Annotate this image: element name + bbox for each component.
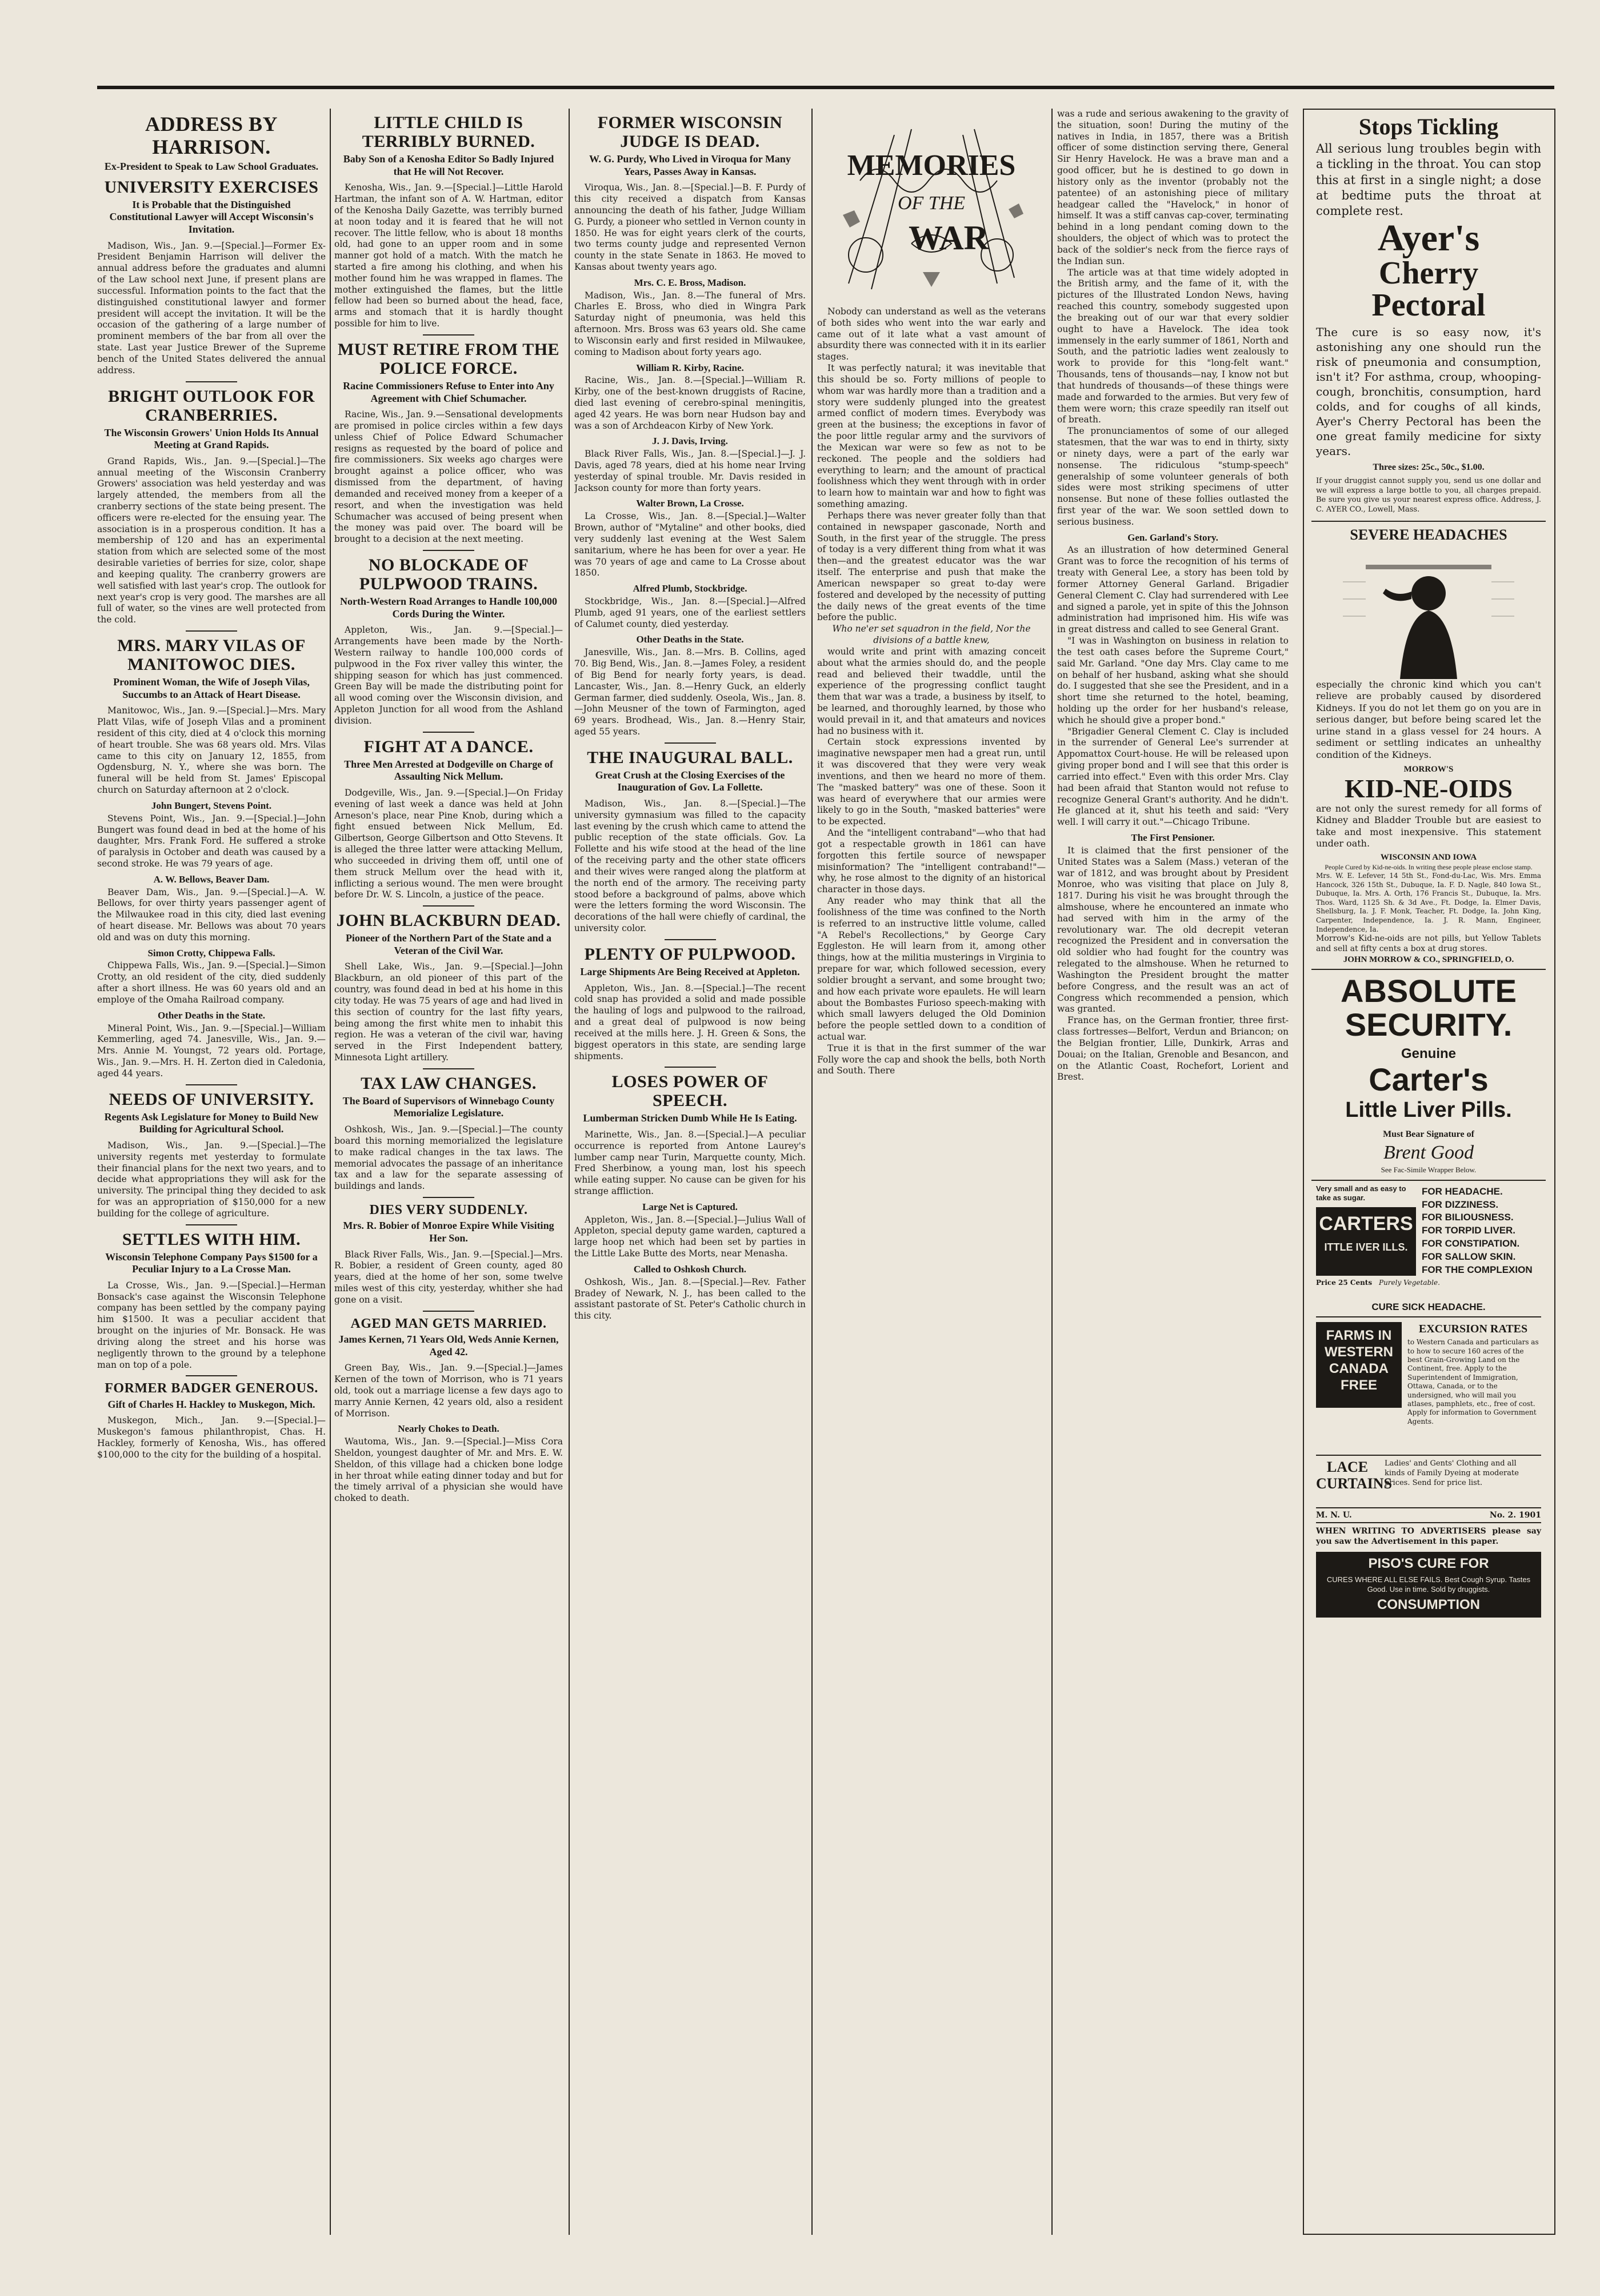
article-university-exercises: Madison, Wis., Jan. 9.—[Special.]—Former Ex-President Benjamin Harrison will deliver the annual address before the graduates and alumni of the Law school next June, if present plans are successful. Information points to the fact that the distinguished constitutional lawyer and former president will accept the invitation. It will be the occasion of the gathering of a large number of prominent members of the bar from all over the state. Last year Justice Brewer of the Supreme bench of the United States delivered the annual address.	[97, 240, 326, 376]
article-other-deaths-2: Janesville, Wis., Jan. 8.—Mrs. B. Collins, aged 70. Big Bend, Wis., Jan. 8.—James Foley, a resident of Big Bend for nearly forty years, is dead. Lancaster, Wis., Jan. 8.—Henry Guck, an elderly German farmer, died suddenly. Oseola, Wis., Jan. 8.—John Meusner of the town of Farmington, aged 69 years. Brodhead, Wis., Jan. 8.—Henry Stair, aged 55 years.	[574, 647, 806, 737]
article-settles: La Crosse, Wis., Jan. 9.—[Special.]—Herman Bonsack's case against the Wisconsin Telephone company has been settled by the company paying him $1500. It was a peculiar accident that brought on the injuries of Mr. Bonsack. He was driving along the street and his horse was negligently thrown to the ground by a telephone man on top of a pole.	[97, 1280, 326, 1370]
separator	[665, 1067, 716, 1068]
ad-stops-tickling-head: Stops Tickling	[1358, 114, 1499, 139]
article-inaugural-ball: Madison, Wis., Jan. 8.—[Special.]—The university gymnasium was filled to the capacity last evening by the crush which came to attend the public reception of the state officials. Gov. La Follette and his wife stood at the head of the line of the receiving party and the other state officers and their wives were ranged along the platform at the north end of the armory. The receiving party stood before a background of palms, above which were the letters forming the word Wisconsin. The decorations of the hall were chiefly of cardinal, the university color.	[574, 798, 806, 934]
separator	[423, 1311, 474, 1312]
deck-tax-law: The Board of Supervisors of Winnebago County Memorialize Legislature.	[342, 1095, 555, 1119]
ad-use-item: FOR SALLOW SKIN.	[1422, 1251, 1516, 1263]
headline-police-force: MUST RETIRE FROM THE POLICE FORCE.	[337, 340, 560, 378]
ad-facsimile: See Fac-Simile Wrapper Below.	[1381, 1165, 1477, 1174]
article-fight-dance: Dodgeville, Wis., Jan. 9.—[Special.]—On Friday evening of last week a dance was held at John Arneson's place, near Pine Knob, during which a fight ensued between Nick Mellum, Ed. Gilbertson, George Gilbertson and Otto Stevens. It is alleged the three latter were attacking Mellum, who succeeded in driving them off, until one of them struck Mellum over the head with it, inflicting a serious wound. The men were brought before Dr. W. S. Lincoln, a justice of the peace.	[334, 787, 563, 900]
top-rule	[97, 86, 1554, 89]
deck-needs-university: Regents Ask Legislature for Money to Build New Building for Agricultural School.	[104, 1111, 319, 1135]
ad-excursion-body: to Western Canada and particulars as to how to secure 160 acres of the best Grain-Growing Land on the Continent, free. Apply to the Superintendent of Immigration, Ottawa, Canada, or to the undersigned, who will mail you atlases, pamphlets, etc., free of cost. Apply for information to Government Agents.	[1407, 1338, 1539, 1425]
ad-carters-uses	[1422, 1185, 1536, 1277]
article-war-p2: It was perfectly natural; it was inevitable that this should be so. Forty millions of people to whom war was hardly more than a tradition and a story were suddenly plunged into the greatest armed conflict of modern times. Everybody was green at the business; the exceptions in favor of the poor little regular army and the survivors of the Mexican war were so few as not to be reckoned. The people and the soldiers had everything to learn; and the amount of practical foolishness which they went through with in order to learn how to maintain war and how to fight was something amazing.	[817, 363, 1046, 510]
headline-vilas: MRS. MARY VILAS OF MANITOWOC DIES.	[117, 636, 306, 674]
column-rule	[811, 109, 813, 2235]
subhead-net: Large Net is Captured.	[642, 1201, 738, 1212]
subhead-davis: J. J. Davis, Irving.	[652, 436, 728, 447]
article-hackley: Muskegon, Mich., Jan. 9.—[Special.]—Muskegon's famous philanthropist, Chas. H. Hackley, formerly of Kenosha, Wis., has offered $100,000 to the city for the building of a hospital.	[97, 1415, 326, 1460]
memories-of-the-war-illustration	[826, 112, 1037, 301]
article-war-continued-2: The article was at that time widely adopted in the British army, and the fame of it, with the pictures of the Illustrated London News, having reached this country, somebody suggested upon the breaking out of our war that every soldier ought to have a Havelock. The idea took immensely in the early summer of 1861, North and South, and the patriotic ladies went zealously to work to provide for this "long-felt want." Thousands, tens of thousands—nay, I know not but that hundreds of thousands—of these things were made and forwarded to the armies. But very few of them were worn; this craze speedily ran itself out of breath.	[1057, 267, 1289, 425]
article-war-p1: Nobody can understand as well as the veterans of both sides who went into the war early and came out of it late what a vast amount of absurdity there was connected with it in its earlier stages.	[817, 306, 1046, 362]
article-garland-2: "I was in Washington on business in relation to the test oath cases before the Supreme Court," said Mr. Garland. "One day Mrs. Clay came to me on behalf of her husband, asking what she should do. I suggested that she see the President, and in a short time she returned to the hotel, beaming, holding up the order for her husband's release, which he should give a proper bond."	[1057, 636, 1289, 725]
headline-dies-suddenly: DIES VERY SUDDENLY.	[369, 1202, 528, 1217]
subhead-kirby: William R. Kirby, Racine.	[636, 362, 744, 373]
ad-security: SECURITY.	[1345, 1007, 1513, 1043]
ad-mnu-line	[1316, 1507, 1541, 1522]
deck-police-force: Racine Commissioners Refuse to Enter into Any Agreement with Chief Schumacher.	[343, 380, 554, 404]
ad-pisos	[1316, 1552, 1541, 1618]
ad-mnu-number: No. 2. 1901	[1489, 1511, 1541, 1520]
ad-people-list: Mrs. W. E. Lefever, 14 5th St., Fond-du-Lac, Wis. Mrs. Emma Hancock, 326 15th St., Dubuque, Ia. F. D. Nagle, 840 Iowa St., Dubuque, Ia. Mrs. A. Orth, 176 Francis St., Dubuque, Ia. Mrs. Thos. Ward, 1125 Sh. & 3d Ave., Ft. Dodge, Ia. Elmer Davis, Shellsburg, Ia. J. F. Monk, Teacher, Ft. Dodge, Ia. John King, Carpenter, Independence, Ia. J. R. Mann, Engineer, Independence, Ia.	[1316, 872, 1541, 933]
article-dies-suddenly: Black River Falls, Wis., Jan. 9.—[Special.]—Mrs. R. Bobier, a resident of Green county, aged 80 years, died at the home of her son, some twelve miles west of this city, yesterday, whither she had gone on a visit.	[334, 1249, 563, 1305]
article-aged-man: Green Bay, Wis., Jan. 9.—[Special.]—James Kernen of the town of Morrison, who is 71 years old, took out a marriage license a few days ago to marry Annie Kernen, 42 years old, also a resident of Morrison.	[334, 1363, 563, 1419]
subhead-crotty: Simon Crotty, Chippewa Falls.	[147, 947, 275, 959]
separator	[186, 1084, 237, 1085]
ad-lace-curtains: LACE CURTAINS	[1316, 1459, 1392, 1492]
ad-lace	[1316, 1455, 1541, 1507]
ad-pectoral-head: Pectoral	[1371, 287, 1486, 323]
article-war-p5: Certain stock expressions invented by imaginative newspaper men had a great run, until it was discovered that they were very weak inventions, and then we heard no more of them. The "masked battery" was one of these. Soon it was heard of everywhere that our armies were likely to go in the South, "masked batteries" were to be expected.	[817, 737, 1046, 827]
column-rule	[569, 109, 570, 2235]
deck-vilas: Prominent Woman, the Wife of Joseph Vilas, Succumbs to an Attack of Heart Disease.	[113, 676, 310, 700]
column-6-advertisements	[1311, 109, 1546, 2235]
column-2	[334, 109, 563, 2235]
article-war-verse: Who ne'er set squadron in the field, Nor the divisions of a battle knew,	[832, 624, 1031, 646]
ad-price: Price 25 Cents	[1316, 1278, 1373, 1287]
column-3	[574, 109, 806, 2235]
article-oshkosh: Oshkosh, Wis., Jan. 8.—[Special.]—Rev. Father Bradey of Newark, N. J., has been called to the assistant pastorate of St. Peter's Catholic church in this city.	[574, 1276, 806, 1321]
ad-carters: Carter's	[1369, 1061, 1489, 1097]
headline-harrison: ADDRESS BY HARRISON.	[145, 113, 278, 158]
separator	[665, 939, 716, 940]
illustration-title-line2: OF THE	[897, 193, 966, 214]
deck-cranberries: The Wisconsin Growers' Union Holds Its Annual Meeting at Grand Rapids.	[104, 426, 319, 451]
ad-pisos-head: PISO'S CURE FOR	[1368, 1556, 1489, 1572]
ad-carters-box-title: CARTERS	[1319, 1212, 1413, 1235]
subhead-chokes: Nearly Chokes to Death.	[398, 1423, 499, 1435]
article-first-pensioner: It is claimed that the first pensioner of the United States was a Salem (Mass.) veteran of the war of 1812, and was brought about by President Monroe, who was visiting that place on July 8, 1817. During his visit he was brought through the almshouse, where he encountered an inmate who had served with him in the army of the revolutionary war. The old decrepit veteran recognized the President and in conversation the old soldier who had fought for the country was relegated to the almshouse. When he returned to Washington the President brought the matter before Congress, and the result was an act of Congress which recommended a pension, which was granted.	[1057, 845, 1289, 1015]
article-former-judge: Viroqua, Wis., Jan. 8.—[Special.]—B. F. Purdy of this city received a dispatch from Kansas announcing the death of his father, Judge William G. Purdy, a pioneer who settled in Vernon county in 1850. He was for eight years clerk of the courts, two terms county judge and represented Vernon county in the state Senate in 1863. He moved to Kansas about twenty years ago.	[574, 182, 806, 272]
ad-use-item: FOR TORPID LIVER.	[1422, 1225, 1516, 1236]
ad-morrows-label: MORROW'S	[1403, 765, 1454, 774]
ad-excursion-head: EXCURSION RATES	[1418, 1323, 1528, 1336]
headline-cranberries: BRIGHT OUTLOOK FOR CRANBERRIES.	[108, 386, 315, 425]
ad-pisos-cures: CURES WHERE ALL ELSE FAILS. Best Cough Syrup. Tastes Good. Use in time. Sold by druggists.	[1326, 1575, 1531, 1594]
article-war-p3: Perhaps there was never greater folly than that contained in newspaper gasconade, North and South, in the first year of the struggle. The press of today is a very different thing from what it was then—and the greatest educator was the war itself. The enterprise and push that make the American newspaper so great to-day were fostered and developed by the necessity of putting the daily news of the great events of the time before the public.	[817, 510, 1046, 623]
deck-aged-man: James Kernen, 71 Years Old, Weds Annie Kernen, Aged 42.	[338, 1333, 559, 1357]
ad-use-item: FOR CONSTIPATION.	[1422, 1238, 1520, 1249]
deck-inaugural-ball: Great Crush at the Closing Exercises of the Inauguration of Gov. La Follette.	[595, 769, 785, 793]
article-garland: As an illustration of how determined General Grant was to force the recognition of his terms of treaty with General Lee, a story has been told by former Attorney General Garland. Brigadier General Clement C. Clay had surrendered with Lee and signed a parole, yet in spite of this the Johnson administration had imprisoned him. His wife was in great distress and called to see General Grant.	[1057, 545, 1289, 635]
subhead-other-deaths: Other Deaths in the State.	[157, 1009, 266, 1021]
ad-genuine: Genuine	[1401, 1045, 1456, 1061]
deck-pulpwood-trains: North-Western Road Arranges to Handle 100,000 Cords During the Winter.	[340, 596, 557, 620]
ad-ayers-footer: If your druggist cannot supply you, send us one dollar and we will express a large bottle to you, all charges prepaid. Be sure you give us your nearest express office. Address, J. C. AYER CO., Lowell, Mass.	[1316, 477, 1541, 514]
article-france: France has, on the German frontier, three first-class fortresses—Belfort, Verdun and Briancon; on the Belgian frontier, Lille, Dunkirk, Arras and Douai; on the Italian, Grenoble and Besancon, and on the Atlantic Coast, Rochefort, Lorient and Brest.	[1057, 1015, 1289, 1083]
ad-use-item: FOR DIZZINESS.	[1422, 1199, 1499, 1210]
ad-canada	[1316, 1316, 1541, 1455]
headline-inaugural-ball: THE INAUGURAL BALL.	[587, 748, 793, 767]
article-loses-speech: Marinette, Wis., Jan. 8.—[Special.]—A peculiar occurrence is reported from Antone Laurey's lumber camp near Turin, Marquette county, Mich. Fred Sherbinow, a young man, lost his speech while eating supper. No cause can be given for his strange affliction.	[574, 1129, 806, 1197]
article-pulpwood-trains: Appleton, Wis., Jan. 9.—[Special.]—Arrangements have been made by the North-Western railway to handle 100,000 cords of pulpwood in the Fox river valley this winter, the shipping season for which has just commenced. Green Bay will be made the distributing point for all wood coming over the Wisconsin division, and Appleton Junction for all wood from the Ashland division.	[334, 625, 563, 726]
column-4	[817, 109, 1046, 2235]
deck-pulpwood: Large Shipments Are Being Received at Appleton.	[580, 965, 800, 977]
column-rule	[1051, 109, 1053, 2235]
article-vilas: Manitowoc, Wis., Jan. 9.—[Special.]—Mrs. Mary Platt Vilas, wife of Joseph Vilas and a prominent resident of this city, died at 4 o'clock this morning of heart trouble. She was 68 years old. Mrs. Vilas came to this city on January 12, 1855, from Ogdensburg, N. Y., where she was born. The funeral will be held from St. James' Episcopal church on Saturday afternoon at 2 o'clock.	[97, 705, 326, 796]
ad-stops-tickling-body: All serious lung troubles begin with a tickling in the throat. You can stop this at first in a single night; a dose at bedtime puts the throat at complete rest.	[1316, 142, 1541, 218]
headline-blackburn: JOHN BLACKBURN DEAD.	[336, 911, 561, 931]
article-tax-law: Oshkosh, Wis., Jan. 9.—[Special.]—The county board this morning memorialized the legislature to make radical changes in the tax laws. The memorial advocates the passage of an inheritance tax and a law for the separate assessing of buildings and lands.	[334, 1124, 563, 1192]
ad-cure-sick-headache: CURE SICK HEADACHE.	[1371, 1301, 1486, 1312]
ad-kidneoids-head: KID-NE-OIDS	[1345, 774, 1513, 804]
column-5	[1057, 109, 1289, 2235]
ad-cherry-head: Cherry	[1378, 255, 1479, 291]
ad-headaches-head: SEVERE HEADACHES	[1311, 521, 1546, 544]
ad-use-item: FOR THE COMPLEXION	[1422, 1264, 1533, 1276]
headline-needs-university: NEEDS OF UNIVERSITY.	[109, 1089, 314, 1109]
article-blackburn: Shell Lake, Wis., Jan. 9.—[Special.]—John Blackburn, an old pioneer of this part of the country, was found dead in bed at his home in this city today. He was 75 years of age and had lived in this section of country for the last fifty years, being among the first white men to inhabit this region. He was a veteran of the civil war, having served in the First Independent battery, Minnesota Light artillery.	[334, 961, 563, 1063]
deck-fight-dance: Three Men Arrested at Dodgeville on Charge of Assaulting Nick Mellum.	[344, 758, 553, 782]
ad-morrow-company: JOHN MORROW & CO., SPRINGFIELD, O.	[1311, 955, 1546, 970]
article-plumb: Stockbridge, Wis., Jan. 8.—[Special.]—Alfred Plumb, aged 91 years, one of the earliest settlers of Calumet county, died yesterday.	[574, 596, 806, 629]
headline-pulpwood: PLENTY OF PULPWOOD.	[584, 944, 796, 964]
ad-kidney-body: especially the chronic kind which you can't relieve are probably caused by disordered Kidneys. If you do not let them go on you are in serious danger, but before being scared let the urine stand in a glass vessel for 24 hours. A sediment or settling indicates an unhealthy condition of the Kidneys.	[1316, 678, 1541, 760]
ad-kidneoids-body: are not only the surest remedy for all forms of Kidney and Bladder Trouble but are easiest to take and most inexpensive. This statement under oath.	[1316, 802, 1541, 849]
ad-wisconsin-iowa: WISCONSIN AND IOWA	[1380, 852, 1477, 862]
deck-hackley: Gift of Charles H. Hackley to Muskegon, Mich.	[107, 1398, 315, 1410]
ad-pisos-consumption: CONSUMPTION	[1377, 1597, 1480, 1613]
article-garland-3: "Brigadier General Clement C. Clay is included in the surrender of General Lee's surrender at Appomattox Court-house. He will be released upon giving proper bond and I will see that this order is carried into effect." Even with this order Mrs. Clay had been afraid that Stanton would not refuse to recognize General Grant's authority. And he didn't. He glanced at it, shut his teeth and said: "Very well. I will carry it out."—Chicago Tribune.	[1057, 726, 1289, 828]
newspaper-page	[97, 86, 1554, 2258]
subhead-first-pensioner: The First Pensioner.	[1131, 832, 1215, 844]
headline-settles: SETTLES WITH HIM.	[122, 1229, 301, 1249]
article-war-p4: would write and print with amazing conceit about what the armies should do, and the people read and believed their twaddle, until the experience of the progressing conflict taught them that war was a trade, a business by itself, to be learned, and thoroughly learned, by those who would prevail in it, and that amateurs and novices had no business with it.	[817, 646, 1046, 736]
subhead-plumb: Alfred Plumb, Stockbridge.	[633, 583, 747, 594]
deck-settles: Wisconsin Telephone Company Pays $1500 for a Peculiar Injury to a La Crosse Man.	[105, 1251, 318, 1275]
separator	[423, 550, 474, 551]
woman-headache-illustration	[1343, 548, 1514, 679]
separator	[186, 630, 237, 632]
article-child-burned: Kenosha, Wis., Jan. 9.—[Special.]—Little Harold Hartman, the infant son of A. W. Hartman, editor of the Kenosha Daily Gazette, was terribly burned at noon today and it is feared that he will not recover. The little fellow, who is about 18 months old, had gone to an upper room and in some manner got hold of a match. With the match he started a fire among his clothing, and when his mother found him he was wrapped in flames. The mother extinguished the flames, but the little fellow had been so burned about the head, face, arms and stomach that it is hardly thought possible for him to live.	[334, 182, 563, 329]
subhead-other-deaths-2: Other Deaths in the State.	[636, 634, 744, 645]
separator	[423, 1197, 474, 1198]
deck-dies-suddenly: Mrs. R. Bobier of Monroe Expire While Visiting Her Son.	[343, 1220, 554, 1244]
ad-morrows-footer: Morrow's Kid-ne-oids are not pills, but Yellow Tablets and sell at fifty cents a box at drug stores.	[1316, 934, 1541, 954]
headline-child-burned: LITTLE CHILD IS TERRIBLY BURNED.	[362, 113, 535, 151]
ad-carters-box-graphic	[1316, 1207, 1416, 1276]
article-bellows: Beaver Dam, Wis., Jan. 9.—[Special.]—A. W. Bellows, for over thirty years passenger agent of the Milwaukee road in this city, died last evening of heart disease. Mr. Bellows was about 70 years old and was on duty this morning.	[97, 887, 326, 943]
separator	[665, 742, 716, 744]
ad-ayers-head: Ayer's	[1377, 217, 1480, 259]
article-pulpwood: Appleton, Wis., Jan. 8.—[Special.]—The recent cold snap has provided a solid and made possible the hauling of logs and pulpwood to the railroad, and a great deal of pulpwood is now being received at the mills here. J. H. Green & Sons, the biggest operators in this state, are sending large shipments.	[574, 983, 806, 1061]
subhead-bross: Mrs. C. E. Bross, Madison.	[634, 277, 746, 288]
separator	[423, 732, 474, 733]
deck-former-judge: W. G. Purdy, Who Lived in Viroqua for Many Years, Passes Away in Kansas.	[589, 153, 791, 177]
headline-former-judge: FORMER WISCONSIN JUDGE IS DEAD.	[597, 113, 783, 151]
article-net: Appleton, Wis., Jan. 8.—[Special.]—Julius Wall of Appleton, special deputy game warden, captured a large hoop net which had been set by parties in the Little Lake Butte des Morts, near Menasha.	[574, 1214, 806, 1259]
ad-ayers-sizes: Three sizes: 25c., 50c., $1.00.	[1373, 462, 1485, 472]
ad-ayers-body: The cure is so easy now, it's astonishing any one should run the risk of pneumonia and consumption, isn't it? For asthma, croup, whooping-cough, bronchitis, consumption, hard colds, and for coughs of all kinds, Ayer's Cherry Pectoral has been the one great family medicine for sixty years.	[1316, 325, 1541, 458]
separator	[423, 905, 474, 907]
ad-lace-body: Ladies' and Gents' Clothing and all kinds of Family Dyeing at moderate prices. Send for price list.	[1385, 1459, 1519, 1488]
article-bungert: Stevens Point, Wis., Jan. 9.—[Special.]—John Bungert was found dead in bed at the home of his daughter, Mrs. Frank Ford. He suffered a stroke of paralysis in October and death was caused by a second stroke. He was 79 years of age.	[97, 813, 326, 869]
subhead-bellows: A. W. Bellows, Beaver Dam.	[153, 873, 270, 885]
article-crotty: Chippewa Falls, Wis., Jan. 9.—[Special.]—Simon Crotty, an old resident of the city, died suddenly after a short illness. He was 60 years old and an employe of the Omaha Railroad company.	[97, 960, 326, 1005]
deck-loses-speech: Lumberman Stricken Dumb While He Is Eating.	[583, 1112, 797, 1124]
article-brown: La Crosse, Wis., Jan. 8.—[Special.]—Walter Brown, author of "Mytaline" and other books, died very suddenly last evening at the West Salem sanitarium, where he has been for over a year. He was 70 years of age and came to La Crosse about 1850.	[574, 511, 806, 578]
article-davis: Black River Falls, Wis., Jan. 8.—[Special.]—J. J. Davis, aged 78 years, died at his home near Irving yesterday of spinal trouble. Mr. Davis resided in Jackson county for more than forty years.	[574, 449, 806, 493]
ad-when-writing: WHEN WRITING TO ADVERTISERS please say you saw the Advertisement in this paper.	[1316, 1522, 1541, 1547]
headline-tax-law: TAX LAW CHANGES.	[361, 1073, 537, 1093]
article-cranberries: Grand Rapids, Wis., Jan. 9.—[Special.]—The annual meeting of the Wisconsin Cranberry Growers' association was held yesterday and was largely attended, the members from all the cranberry sections of the state being present. The officers were re-elected for the ensuing year. The association is in a prosperous condition. It has a membership of 120 and has an experimental station from which are selected some of the most desirable varieties of berries for size, color, shape and keeping quality. The cranberry growers are well satisfied with last year's crop. The outlook for next year's crop is very good. The marshes are all full of water, so the vines are well protected from the cold.	[97, 456, 326, 625]
ad-mnu: M. N. U.	[1316, 1511, 1352, 1520]
article-police-force: Racine, Wis., Jan. 9.—Sensational developments are promised in police circles within a few days unless Chief of Police Edward Schumacher resigns as requested by the board of police and fire commissioners. Six weeks ago charges were brought against a police officer, who was dismissed from the department, of having demanded and received money from a keeper of a resort, and when the investigation was held Schumacher was accused of being present when the money was paid over. The board will be brought to a decision at the next meeting.	[334, 409, 563, 545]
headline-hackley: FORMER BADGER GENEROUS.	[105, 1381, 318, 1396]
headline-pulpwood-trains: NO BLOCKADE OF PULPWOOD TRAINS.	[359, 556, 538, 594]
subhead-bungert: John Bungert, Stevens Point.	[151, 800, 272, 811]
headline-fight-dance: FIGHT AT A DANCE.	[363, 737, 534, 756]
headline-university-exercises: UNIVERSITY EXERCISES	[104, 177, 319, 197]
ad-carters-box	[1316, 1184, 1541, 1299]
headline-loses-speech: LOSES POWER OF SPEECH.	[611, 1072, 769, 1111]
ad-little-liver-pills: Little Liver Pills.	[1345, 1098, 1512, 1123]
ad-use-item: FOR BILIOUSNESS.	[1422, 1212, 1514, 1223]
separator	[423, 334, 474, 336]
article-kirby: Racine, Wis., Jan. 8.—[Special.]—William R. Kirby, one of the best-known druggists of Racine, died last evening of cerebro-spinal meningitis, aged 42 years. He was born near Hudson bay and was a son of Archdeacon Kirby of New York.	[574, 375, 806, 431]
separator	[186, 1375, 237, 1376]
illustration-title-line3: WAR	[908, 219, 989, 257]
separator	[423, 1068, 474, 1069]
column-rule	[330, 109, 331, 2235]
ad-use-item: FOR HEADACHE.	[1422, 1185, 1503, 1197]
article-other-deaths: Mineral Point, Wis., Jan. 9.—[Special.]—William Kemmerling, aged 74. Janesville, Wis., Jan. 9.—Mrs. Annie M. Youngst, 72 years old. Portage, Wis., Jan. 9.—Mrs. H. H. Zerton died in Caledonia, aged 44 years.	[97, 1023, 326, 1079]
article-war-continued: was a rude and serious awakening to the gravity of the situation, soon! During the mutiny of the natives in India, in 1857, there was a British officer of some distinction serving there, General Sir Henry Havelock. He was a brave man and a good officer, but he is destined to go down in history only as the inventor (probably not the patentee) of an astonishing piece of military headgear called the "Havelock," in honor of himself. It was a stiff canvas cap-cover, terminating behind in a long pendant coming down to the shoulders, the object of which was to protect the back of the soldier's neck from the fierce rays of the Indian sun.	[1057, 109, 1289, 266]
subhead-garland: Gen. Garland's Story.	[1127, 532, 1218, 543]
ad-must-bear: Must Bear Signature of	[1383, 1129, 1474, 1139]
article-chokes: Wautoma, Wis., Jan. 9.—[Special.]—Miss Cora Sheldon, youngest daughter of Mr. and Mrs. E. W. Sheldon, of this village had a chicken bone lodge in her throat while eating dinner today and but for the timely arrival of a physician she would have choked to death.	[334, 1436, 563, 1504]
ad-people-cured: People Cured by Kid-ne-oids. In writing these people please enclose stamp.	[1325, 863, 1533, 871]
ad-absolute: ABSOLUTE	[1341, 973, 1517, 1009]
article-war-p8: True it is that in the first summer of the war Folly wore the cap and shook the bells, both North and South. There	[817, 1043, 1046, 1076]
illustration-title-line1: MEMORIES	[847, 149, 1016, 182]
column-1	[97, 109, 326, 2235]
separator	[186, 1224, 237, 1225]
subhead-brown: Walter Brown, La Crosse.	[636, 498, 744, 509]
separator	[186, 381, 237, 382]
deck-blackburn: Pioneer of the Northern Part of the State and a Veteran of the Civil War.	[345, 932, 552, 956]
subhead-oshkosh: Called to Oshkosh Church.	[633, 1263, 747, 1275]
ad-signature: Brent Good	[1383, 1142, 1474, 1164]
article-needs-university: Madison, Wis., Jan. 9.—[Special.]—The university regents met yesterday to formulate their financial plans for the next two years, and to decide what appropriations they will ask for the university. The principal thing they decided to ask for was an appropriation of $150,000 for a new building for the college of agriculture.	[97, 1140, 326, 1219]
deck-university-exercises: It is Probable that the Distinguished Constitutional Lawyer will Accept Wisconsin's Invitation.	[109, 198, 314, 235]
ad-very-small: Very small and as easy to take as sugar.	[1316, 1184, 1406, 1203]
article-war-continued-3: The pronunciamentos of some of our alleged statesmen, that the war was to end in thirty, sixty or ninety days, were a part of the early war nonsense. The ridiculous "stump-speech" generalship of some volunteer generals of both sides were most striking specimens of utter nonsense. But none of these follies outlasted the first year of the war. We soon settled down to serious business.	[1057, 426, 1289, 527]
deck-child-burned: Baby Son of a Kenosha Editor So Badly Injured that He will Not Recover.	[343, 153, 554, 177]
article-war-p7: Any reader who may think that all the foolishness of the time was confined to the North is referred to an instructive little volume, called "A Rebel's Recollections," by George Cary Eggleston. He will learn from it, among other things, how at the militia musterings in Virginia to prepare for war, which followed secession, every soldier brought a servant, and some brought two; and how each private wore epaulets. He will learn about the Bombastes Furioso speech-making with which small lawyers deluged the Old Dominion before the people settled down to a condition of actual war.	[817, 896, 1046, 1042]
ad-farms-graphic: FARMS IN WESTERN CANADA FREE	[1316, 1322, 1402, 1408]
deck-harrison: Ex-President to Speak to Law School Graduates.	[104, 161, 319, 173]
article-bross: Madison, Wis., Jan. 8.—The funeral of Mrs. Charles E. Bross, who died in Wingra Park Saturday night of pneumonia, was held this afternoon. Mrs. Bross was 63 years old. She came to Wisconsin early and first resided in Milwaukee, coming to Madison about forty years ago.	[574, 290, 806, 357]
ad-purely-vegetable: Purely Vegetable.	[1379, 1278, 1440, 1287]
article-war-p6: And the "intelligent contraband"—who that had got a respectable growth in 1861 can have forgotten this fertile source of newspaper misinformation? The "intelligent contraband!"—why, he rose almost to the dignity of an historical character in those days.	[817, 828, 1046, 895]
headline-aged-man: AGED MAN GETS MARRIED.	[350, 1316, 547, 1331]
ad-carters-box-subtitle: ITTLE IVER ILLS.	[1324, 1241, 1408, 1253]
